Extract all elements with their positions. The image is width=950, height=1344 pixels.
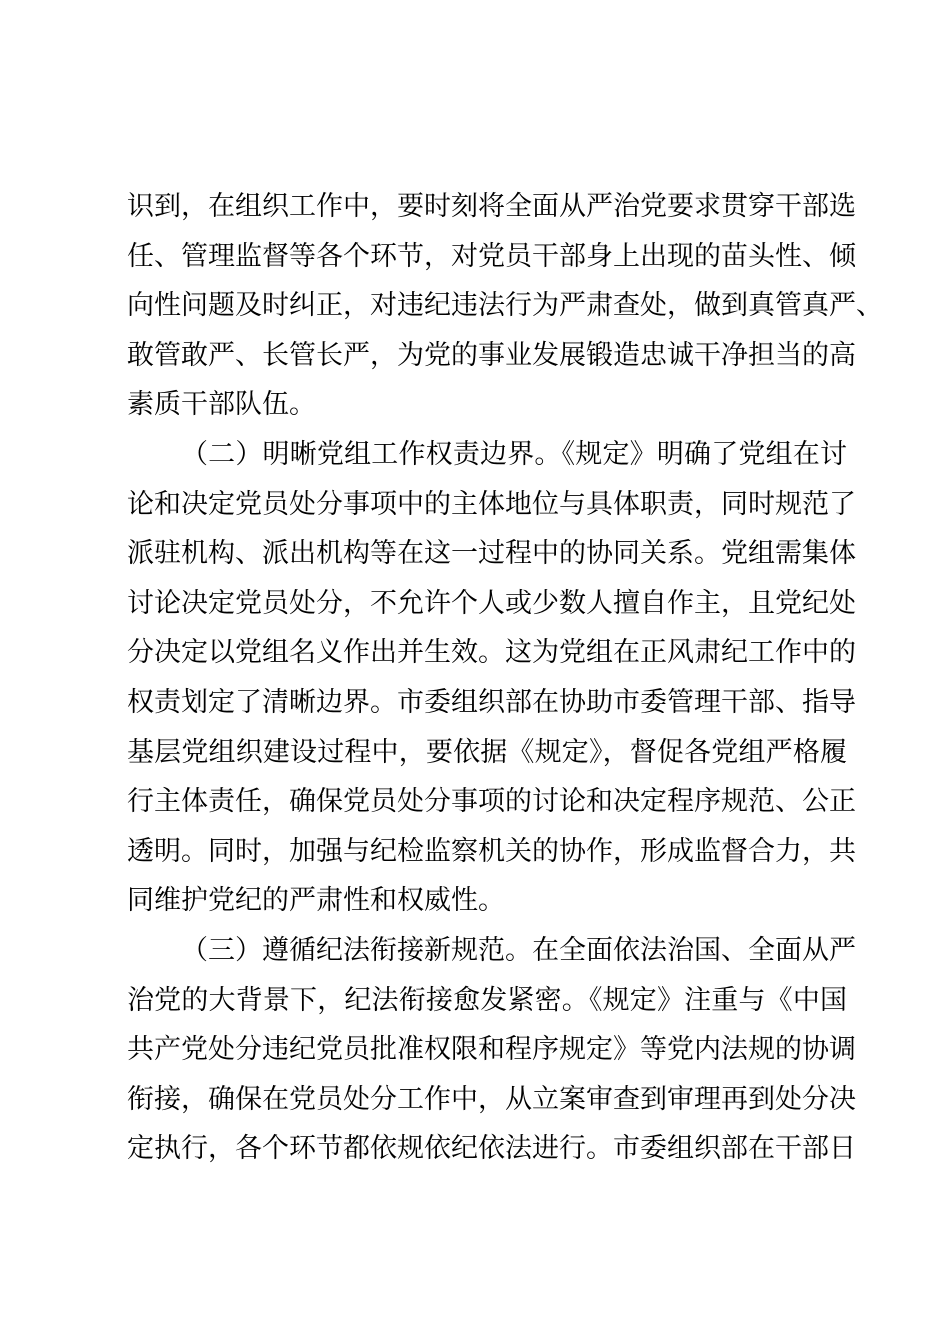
text-line: 敢管敢严、长管长严，为党的事业发展锻造忠诚干净担当的高 bbox=[127, 339, 856, 371]
text-line: 定执行，各个环节都依规依纪依法进行。市委组织部在干部日 bbox=[127, 1133, 856, 1165]
text-line: 基层党组织建设过程中，要依据《规定》，督促各党组严格履 bbox=[127, 736, 847, 768]
text-line: 分决定以党组名义作出并生效。这为党组在正风肃纪工作中的 bbox=[127, 637, 856, 669]
text-line: 行主体责任，确保党员处分事项的讨论和决定程序规范、公正 bbox=[127, 786, 856, 818]
text-line: （二）明晰党组工作权责边界。《规定》明确了党组在讨 bbox=[181, 438, 847, 470]
paragraph-section-2 bbox=[127, 430, 856, 926]
text-line: 透明。同时，加强与纪检监察机关的协作，形成监督合力，共 bbox=[127, 835, 856, 867]
text-line: 同维护党纪的严肃性和权威性。 bbox=[127, 885, 505, 917]
text-line: 衔接，确保在党员处分工作中，从立案审查到审理再到处分决 bbox=[127, 1083, 856, 1115]
paragraph-continued bbox=[127, 182, 883, 430]
text-line: 识到，在组织工作中，要时刻将全面从严治党要求贯穿干部选 bbox=[127, 191, 856, 222]
text-line: 治党的大背景下，纪法衔接愈发紧密。《规定》注重与《中国 bbox=[127, 984, 847, 1016]
text-line: 向性问题及时纠正，对违纪违法行为严肃查处，做到真管真严、 bbox=[127, 290, 883, 322]
text-line: 任、管理监督等各个环节，对党员干部身上出现的苗头性、倾 bbox=[127, 240, 856, 272]
text-line: （三）遵循纪法衔接新规范。在全面依法治国、全面从严 bbox=[181, 934, 856, 966]
text-line: 派驻机构、派出机构等在这一过程中的协同关系。党组需集体 bbox=[127, 538, 856, 570]
text-line: 讨论决定党员处分，不允许个人或少数人擅自作主，且党纪处 bbox=[127, 587, 856, 619]
paragraph-section-3 bbox=[127, 926, 856, 1174]
text-line: 权责划定了清晰边界。市委组织部在协助市委管理干部、指导 bbox=[127, 686, 856, 718]
text-line: 共产党处分违纪党员批准权限和程序规定》等党内法规的协调 bbox=[127, 1034, 856, 1066]
text-line: 素质干部队伍。 bbox=[127, 389, 316, 421]
document-body bbox=[127, 182, 883, 1174]
text-line: 论和决定党员处分事项中的主体地位与具体职责，同时规范了 bbox=[127, 488, 856, 520]
